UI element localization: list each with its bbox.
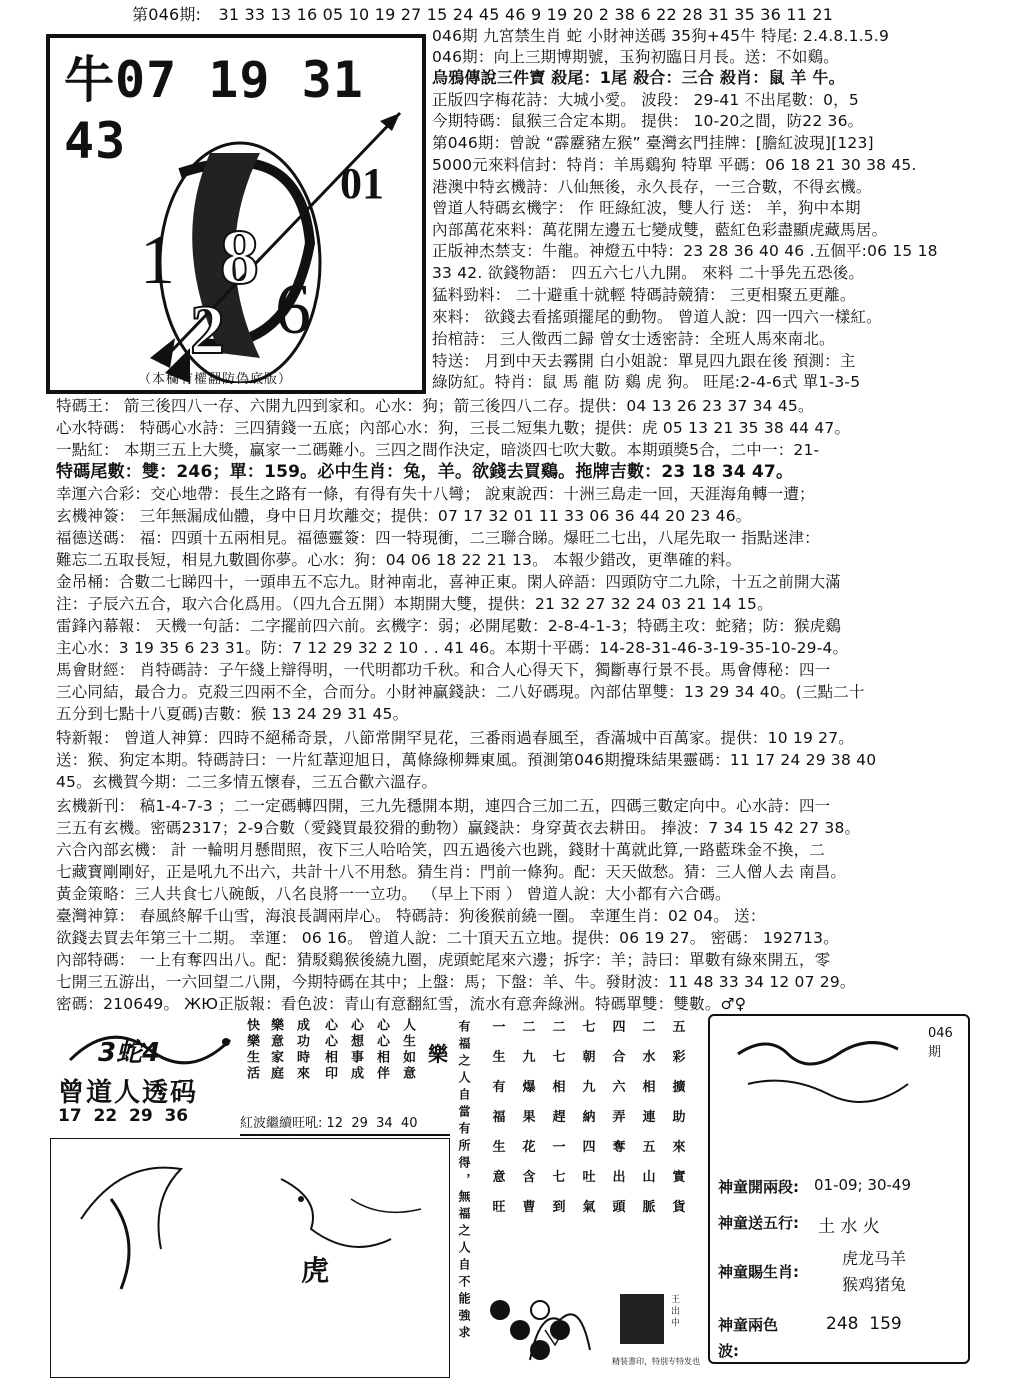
body-line-18: 玄機新刊： 稿1-4-7-3 ；二一定碼轉四開，三九先穩開本期，連四合三加二五，四碼三數定向中。心水詩：四一 [56,797,831,815]
grid-cell: 朝 [582,1050,596,1065]
grid-cell: 曹 [522,1200,536,1215]
poster-num-1: 1 [140,222,175,299]
body-line-19: 三五有玄機。密碼2317；2-9合數（愛錢買最狡猾的動物）贏錢訣：身穿黃衣去耕田。 捧波：7 34 15 42 27 38。 [56,819,861,837]
grid-cell: 六 [612,1080,626,1095]
zodiac-label: 曾道人透码 [58,1078,199,1108]
poster-top-text: 牛07 19 31 43 [64,51,364,170]
grid-cell: 來 [672,1140,686,1155]
grid-cell: 七 [582,1020,596,1035]
body-line-4: 幸運六合彩：交心地帶：長生之路有一條，有得有失十八彎； 說東說西：十洲三島走一回，天涯海角轉一遭； [56,485,815,503]
right-line-12: 猛料勁料： 二十避重十就輕 特碼詩競猜： 三更相聚五更離。 [432,286,856,304]
body-line-21: 七藏寶剛剛好，正是吼九不出六，共計十八不用愁。猜生肖：門前一條狗。配：天天做愁。猜：三人僧人去 南昌。 [56,863,847,881]
tiger-label: 虎 [301,1254,330,1287]
seal-box [620,1294,664,1344]
mid-poem-side: 樂 [428,1042,448,1066]
body-line-25: 內部特碼： 一上有奪四出八。配：猜駁鷄猴後繞九圈，虎頭蛇尾來六邊；拆字：羊；詩曰：單數有綠來開五，零 [56,951,831,969]
vertical-proverb: 有福之人自當有所得，無福之人自不能強求 [457,1020,471,1343]
grid-cell: 奪 [612,1140,626,1155]
mid-poem-bottom: 紅波繼續旺吼: 12 29 34 40 [240,1116,418,1131]
poster-graphic [50,93,422,383]
tiger-box [50,1138,450,1378]
grid-cell: 二 [552,1020,566,1035]
grid-cell: 四 [612,1020,626,1035]
grid-cell: 四 [582,1140,596,1155]
divine-row4-value: 248 159 [826,1314,902,1334]
body-line-22: 黃金策略：三人共食七八碗飯，八名良將一一立功。 （早上下雨 ） 曾道人說：大小都有六合碼。 [56,885,731,903]
mid-poem-col-3: 心心相印 [322,1018,337,1082]
grid-cell: 吐 [582,1170,596,1185]
divine-row1-label: 神童開兩段: [718,1178,799,1196]
body-line-26: 七開三五游出，一六回望二八開，今期特碼在其中；上盤：馬；下盤：羊、牛。發財波：11 48 33 34 12 07 29。 [56,973,856,991]
poster-arrow-head [380,113,400,131]
divine-row3-value-b: 猴鸡猪兔 [842,1275,907,1294]
grid-cell: 花 [522,1140,536,1155]
tiger-sketch [51,1139,449,1377]
grid-cell: 果 [522,1110,536,1125]
grid-cell: 山 [642,1170,656,1185]
right-line-7: 港澳中特玄機詩：八仙無後，永久長存，一三合數，不得玄機。 [432,178,872,196]
character-grid [488,1016,706,1296]
grid-cell: 一 [492,1020,506,1035]
mid-poem-col-0: 快樂生活 [244,1018,259,1082]
poster-num-01: 01 [340,159,384,208]
body-line-20: 六合內部玄機： 計 一輪明月懸間照，夜下三人哈哈笑，四五過後六也跳，錢財十萬就此算,一路藍珠金不換，二 [56,841,825,859]
grid-cell: 二 [642,1020,656,1035]
issue-numbers: 31 33 13 16 05 10 19 27 15 24 45 46 9 19 20 2 38 6 22 28 31 35 36 11 21 [218,5,834,24]
body-line-14: 五分到七點十八夏碼)吉數：猴 13 24 29 31 45。 [56,705,409,723]
divine-row3-label: 神童賜生肖: [718,1263,799,1281]
grid-cell: 有 [492,1080,506,1095]
body-line-23: 臺灣神算： 春風終解千山雪，海浪長調兩岸心。 特碼詩：狗後猴前繞一圈。 幸運生肖：02 04。 送： [56,907,766,925]
right-line-14: 抬棺詩： 三人徵西二歸 曾女士透密詩：全班人馬來南北。 [432,330,835,348]
mid-poem-box [240,1016,450,1136]
body-line-17: 45。玄機賀今期：二三多情五懷春，三五合歡六溫存。 [56,773,438,791]
seal-caption: 精装書印，特別专特发也 [612,1357,700,1366]
grid-cell: 趕 [552,1110,566,1125]
body-line-15: 特新報： 曾道人神算：四時不絕稀奇景，八節常開罕見花，三番雨過春風至，香滿城中百萬家。提供：10 19 27。 [56,729,854,747]
body-line-7: 難忘二五取長短，相見九數圓你夢。心水：狗：04 06 18 22 21 13。 本報少錯改，更準確的料。 [56,551,742,569]
grid-cell: 含 [522,1170,536,1185]
grid-cell: 合 [612,1050,626,1065]
grid-cell: 相 [552,1080,566,1095]
poster-num-8: 8 [220,213,259,300]
right-line-1: 046期：向上三期博期號，玉狗初臨日月長。送：不如鷄。 [432,48,839,66]
mid-poem-col-1: 樂意家庭 [268,1018,283,1082]
zodiac-numbers: 17 22 29 36 [58,1106,189,1126]
grid-cell: 水 [642,1050,656,1065]
grid-cell: 七 [552,1170,566,1185]
grid-cell: 貨 [672,1200,686,1215]
right-line-8: 曾道人特碼玄機字： 作 旺綠紅波，雙人行 送： 羊，狗中本期 [432,199,861,217]
sketch-figure [510,1290,600,1370]
divine-row1-value: 01-09; 30-49 [814,1176,911,1194]
issue-label: 第046期: [132,5,202,24]
grid-cell: 氣 [582,1200,596,1215]
right-line-13: 來料： 欲錢去看搖頭擺尾的動物。 曾道人說：四一四六一樣紅。 [432,308,882,326]
grid-cell: 弄 [612,1110,626,1125]
divine-row4-label: 神童兩色波: [718,1316,779,1360]
grid-cell: 彩 [672,1050,686,1065]
grid-cell: 九 [522,1050,536,1065]
right-line-15: 特送： 月到中天去霧開 白小姐說：單見四九跟在後 預測：主 [432,352,856,370]
body-line-9: 注：子辰六五合，取六合化爲用。（四九合五開）本期開大雙，提供：21 32 27 32 24 03 21 14 15。 [56,595,773,613]
body-line-12: 馬會財經： 肖特碼詩：子午綫上辯得明，一代明都功千秋。和合人心得天下，獨斷專行景不長。馬會傳秘：四一 [56,661,831,679]
right-line-10: 正版神杰禁支：牛龍。神燈五中特：23 28 36 40 46 .五個平:06 15 18 [432,242,938,260]
seal-stamp [612,1290,702,1378]
right-line-9: 內部萬花來料：萬花開左邊五七變成雙，藍紅色彩盡顯虎藏馬居。 [432,221,888,239]
grid-cell: 二 [522,1020,536,1035]
grid-cell: 旺 [492,1200,506,1215]
grid-cell: 五 [672,1020,686,1035]
divine-issue-number: 046 [928,1026,953,1041]
divine-row2-label: 神童送五行: [718,1214,799,1232]
figure-sketch [510,1290,600,1370]
grid-cell: 爆 [522,1080,536,1095]
seal-corner-text: 王 出 中 [669,1294,679,1327]
grid-cell: 福 [492,1110,506,1125]
right-line-2: 烏鴉傳說三件寶 殺尾：1尾 殺合：三合 殺肖：鼠 羊 牛。 [432,68,845,87]
body-line-16: 送：猴、狗定本期。特碼詩曰：一片紅葦迎旭日，萬條綠柳舞東風。預測第046期攪珠結果靈碼：11 17 24 29 38 40 [56,751,877,769]
right-line-16: 綠防紅。特肖：鼠 馬 龍 防 鷄 虎 狗。 旺尾:2-4-6式 單1-3-5 [432,373,861,391]
right-line-4: 今期特碼：鼠猴三合定本期。 提供： 10-20之間，防22 36。 [432,112,864,130]
body-line-8: 金吊桶：合數二七睇四十，一頭串五不忘九。財神南北，喜神正東。閑人碎語：四頭防守二九除，十五之前開大滿 [56,573,842,591]
grid-cell: 脈 [642,1200,656,1215]
grid-cell: 五 [642,1140,656,1155]
grid-cell: 相 [642,1080,656,1095]
body-line-2: 一點紅： 本期三五上大獎，贏家一二碼難小。三四之間作決定，暗淡四七吹大數。本期頭獎5合，二中一：21- [56,441,820,459]
body-line-13: 三心同結，最合力。克殺三四兩不全，合而分。小財神贏錢訣：二八好碼現。內部估單雙：13 29 34 40。(三點二十 [56,683,865,701]
grid-cell: 生 [492,1140,506,1155]
poster-footer: （本欄有權翻防偽底版） [138,372,293,387]
grid-cell: 意 [492,1170,506,1185]
right-line-3: 正版四字梅花詩：大城小愛。 波段： 29-41 不出尾數：0，5 [432,91,859,109]
poster-num-2: 2 [190,292,225,369]
right-line-6: 5000元來料信封：特肖：羊馬鷄狗 特單 平碼：06 18 21 30 38 45. [432,156,917,174]
grid-cell: 一 [552,1140,566,1155]
grid-cell: 實 [672,1170,686,1185]
body-line-10: 雷鋒內幕報： 天機一句話：二字擺前四六前。玄機字：弱；必開尾數：2-8-4-1-3；特碼主攻：蛇豬；防：猴虎鷄 [56,617,842,635]
zodiac-box [50,1020,240,1132]
issue-number-header [132,5,833,25]
poster-frame [46,34,426,394]
right-line-5: 第046期：曾說 “霹靂豬左猴” 臺灣玄門挂牌：[膽紅波現][123] [432,134,874,152]
grid-cell: 擴 [672,1080,686,1095]
divine-row3-value-a: 虎龙马羊 [842,1249,907,1268]
body-line-0: 特碼王： 箭三後四八一存、六開九四到家和。心水：狗；箭三後四八二存。提供：04 13 26 23 37 34 45。 [56,397,814,415]
body-line-27: 密碼：210649。 ЖЮ正版報：看色波：青山有意翻紅雪，流水有意奔綠洲。特碼單雙：雙數。♂♀ [56,995,747,1013]
grid-cell: 生 [492,1050,506,1065]
divine-child-box [708,1014,970,1364]
grid-cell: 助 [672,1110,686,1125]
mid-poem-col-2: 成功時來 [294,1018,309,1082]
mid-poem-col-6: 人生如意 [400,1018,415,1082]
grid-cell: 到 [552,1200,566,1215]
poster-num-6: 6 [275,269,311,349]
divine-issue-suffix: 期 [928,1045,942,1060]
mid-poem-col-5: 心心相伴 [374,1018,389,1082]
body-line-3: 特碼尾數：雙：246；單：159。必中生肖：兔，羊。欲錢去買鷄。拖牌吉數：23 18 34 47。 [56,462,794,482]
body-line-1: 心水特碼： 特碼心水詩：三四猜錢一五底；內部心水：狗，三長二短集九數；提供：虎 05 13 21 35 38 44 47。 [56,419,851,437]
calligraphy-banner [728,1024,928,1114]
divine-row2-value: 土 水 火 [818,1217,880,1237]
grid-cell: 七 [552,1050,566,1065]
grid-cell: 納 [582,1110,596,1125]
grid-cell: 出 [612,1170,626,1185]
body-line-24: 欲錢去買去年第三十二期。 幸運： 06 16。 曾道人說：二十頂天五立地。提供：06 19 27。 密碼： 192713。 [56,929,839,947]
body-line-11: 主心水：3 19 35 6 23 31。防：7 12 29 32 2 10 . . 41 46。本期十平碼：14-28-31-46-3-19-35-10-29-4。 [56,639,849,657]
right-line-0: 046期 九宮禁生肖 蛇 小財神送碼 35狗+45牛 特尾: 2.4.8.1.5.9 [432,27,890,45]
right-line-11: 33 42. 欲錢物語： 四五六七八九開。 來料 二十爭先五恐後。 [432,264,865,282]
grid-cell: 頭 [612,1200,626,1215]
zodiac-title: 3蛇4 [98,1038,161,1068]
grid-cell: 九 [582,1080,596,1095]
divine-issue [928,1026,953,1060]
body-line-6: 福德送碼： 福：四頭十五兩相見。福德靈簽：四一特現衝，二三聯合睇。爆旺二七出，八尾先取一 指點迷津： [56,529,820,547]
grid-cell: 連 [642,1110,656,1125]
body-line-5: 玄機神簽： 三年無漏成仙體，身中日月坎離交；提供：07 17 32 01 11 33 06 36 44 20 23 46。 [56,507,752,525]
mid-poem-col-4: 心想事成 [348,1018,363,1082]
